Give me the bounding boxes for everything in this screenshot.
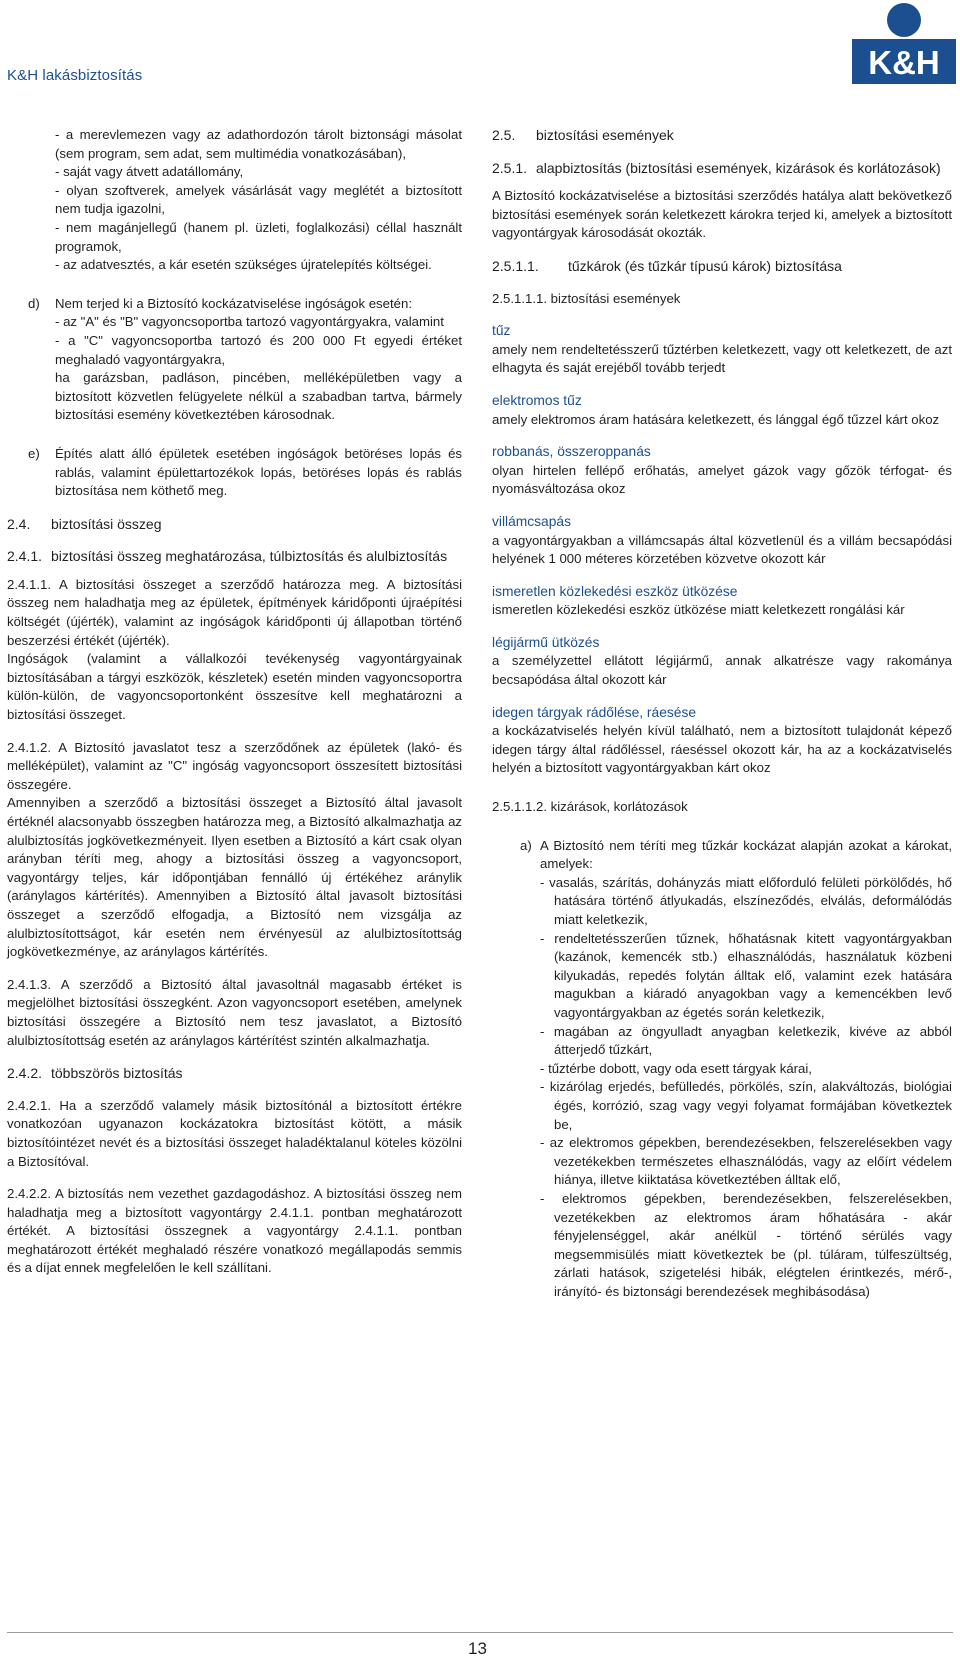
list-item: - saját vagy átvett adatállomány, — [55, 163, 462, 182]
term-title: elektromos tűz — [492, 392, 582, 408]
list-item: - elektromos gépekben, berendezésekben, felszerelésekben, vezetékekben az elektromos áram hőhatására - akár fényjelenséggel, akár anélkül - történő sérülés vagy megsemmisülés miatt következtek be (pl. túláram, túlfeszültség, zárlati hatások, szigetelési hibák, elégtelen érintkezés, mérő-, irányító- és biztonsági berendezések meghibásodása) — [540, 1190, 952, 1302]
term-falling-objects — [492, 704, 952, 778]
term-title: tűz — [492, 323, 511, 339]
exclusion-list-top — [7, 126, 462, 275]
paragraph-2-4-1-2-b: Amennyiben a szerződő a biztosítási összeget a Biztosító által javasolt értéknél alacsonyabb összegben határozza meg, a Biztosító alkalmazhatja az alulbiztosítás jogkövetkezményeit. Ilyen esetben a Biztosító a kárt csak olyan arányban téríti meg, ahogy a biztosítási összeg a vagyoncsoport, vagyontárgy teljes, kár időpontjában fennálló új értékéhez aránylik (aránylagos kártérítés). Amennyiben a Biztosító által javasolt biztosítási összeget a szerződő elfogadja, a Biztosító nem vizsgálja az alulbiztosítottságot, kár esetén nem érvényesül az alulbiztosítottság jogkövetkezménye, az aránylagos kártérítés. — [7, 795, 462, 960]
paragraph-2-4-2-1: 2.4.2.1. Ha a szerződő valamely másik biztosítónál a biztosított értékre vonatkozóan ugyanazon kockázatokra biztosítást kötött, a másik biztosítóintézet nevét és a biztosítási összeget haladéktalanul köteles közölni a Biztosítóval. — [7, 1097, 462, 1169]
page-number: 13 — [468, 1639, 487, 1658]
point-d-intro: Nem terjed ki a Biztosító kockázatviselése ingóságok esetén: — [55, 295, 412, 311]
term-description: ismeretlen közlekedési eszköz ütközése miatt keletkezett rongálási kár — [492, 602, 905, 618]
paragraph-2-4-2-2: 2.4.2.2. A biztosítás nem vezethet gazdagodáshoz. A biztosítási összeg nem haladhatja meg a biztosított vagyontárgy 2.4.1.1. pontban meghatározott értékét. A biztosítási összegnek a vagyontárgy 2.4.1.1. pontban meghatározott értékét meghaladó részére vonatkozó megállapodás semmis és a díjat ennek megfelelően le kell szállítani. — [7, 1186, 462, 1276]
term-description: amely nem rendeltetésszerű tűztérben keletkezett, vagy ott keletkezett, de azt elhagyta és saját erejéből tovább terjedt — [492, 341, 952, 376]
section-heading-2-4: 2.4. biztosítási összeg — [7, 515, 162, 532]
paragraph-2-4-1-1: 2.4.1.1. A biztosítási összeget a szerződő határozza meg. A biztosítási összeg nem haladhatja meg az épületek, építmények káridőponti újraépítési költségét (újérték), valamint az ingóságok káridőponti új állapotban történő beszerzési értékét (újérték). — [7, 576, 462, 648]
point-e — [7, 445, 462, 501]
point-d-label: d) — [28, 295, 40, 311]
footer-divider — [7, 1632, 953, 1633]
logo-text: K&H — [868, 44, 940, 81]
list-item: - tűztérbe dobott, vagy oda esett tárgyak kárai, — [540, 1060, 952, 1079]
right-column — [492, 126, 952, 1301]
list-item: - az adatvesztés, a kár esetén szükséges újratelepítés költségei. — [55, 256, 462, 275]
point-a-list — [540, 874, 952, 1302]
term-electric-fire — [492, 392, 952, 429]
term-vehicle-collision — [492, 583, 952, 620]
paragraph-2-4-1-3: 2.4.1.3. A szerződő a Biztosító által javasoltnál magasabb értéket is megjelölhet biztosítási összegként. Azon vagyoncsoport esetében, amelynek biztosítási összegére a Biztosító nem tesz javaslatot, a Biztosító alulbiztosítottság esetén az aránylagos kártérítést szintén alkalmazhatja. — [7, 976, 462, 1048]
term-description: a kockázatviselés helyén kívül található, nem a biztosított tulajdonát képező idegen tárgy által rádőléssel, ráeséssel okozott kár, ha az a kockázatviselés helyén a biztosított vagyontárgyakban kárt okoz — [492, 723, 952, 776]
point-e-text: Építés alatt álló épületek esetében ingóságok betöréses lopás és rablás, valamint épülettartozékok lopás, betöréses lopás és rablás biztosítása nem köthető meg. — [55, 445, 462, 499]
section-heading-2-5-1-1: 2.5.1.1. tűzkárok (és tűzkár típusú károk) biztosítása — [492, 257, 842, 274]
term-lightning — [492, 513, 952, 569]
point-d — [7, 295, 462, 425]
subheading-2-5-1-1-2: 2.5.1.1.2. kizárások, korlátozások — [492, 799, 688, 815]
term-title: légijármű ütközés — [492, 634, 600, 650]
list-item: - az elektromos gépekben, berendezésekben, felszerelésekben vagy vezetékekben természetes elhasználódás, vagy az előírt védelem hiánya, illetve kiiktatása következtében álltak elő, — [540, 1134, 952, 1190]
term-fire — [492, 322, 952, 378]
point-d-tail: ha garázsban, padláson, pincében, melléképületben vagy a biztosított közvetlen felügyelete nélkül a szabadban tartva, bármely biztosítási esemény következtében károsodnak. — [55, 370, 462, 423]
term-description: a vagyontárgyakban a villámcsapás által közvetlenül és a villám becsapódási helyének 1 000 méteres körzetében közvetve okozott kár — [492, 532, 952, 567]
subheading-2-5-1-1-1: 2.5.1.1.1. biztosítási események — [492, 290, 681, 306]
term-title: villámcsapás — [492, 513, 571, 529]
term-aircraft-collision — [492, 634, 952, 690]
list-item: - magában az öngyulladt anyagban keletkezik, kivéve az abból átterjedő tűzkárt, — [540, 1023, 952, 1060]
term-description: amely elektromos áram hatására keletkezett, és lánggal égő tűzzel kárt okoz — [492, 411, 940, 427]
list-item: - rendeltetésszerűen tűznek, hőhatásnak kitett vagyontárgyakban (kazánok, kemencék stb.) elhasználódás, használatuk közbeni kilyukadás, repedés folytán álltak elő, valamint ezek hatására magukban a kiáradó anyagokban vagy a kemencékben levő vagyontárgyakban az égetés során keletkezik, — [540, 930, 952, 1023]
point-a-intro: A Biztosító nem téríti meg tűzkár kockázat alapján azokat a károkat, amelyek: — [540, 837, 952, 872]
term-description: olyan hirtelen fellépő erőhatás, amelyet gázok vagy gőzök térfogat- és nyomásváltozása okoz — [492, 462, 952, 497]
left-column — [7, 126, 462, 1278]
list-item: - az "A" és "B" vagyoncsoportba tartozó vagyontárgyakra, valamint — [55, 313, 462, 332]
point-d-list — [55, 313, 462, 369]
section-heading-2-4-2: 2.4.2. többszörös biztosítás — [7, 1065, 183, 1082]
list-item: - vasalás, szárítás, dohányzás miatt előforduló felületi pörkölődés, hő hatására történő átlyukadás, elszíneződés, elválás, deformálódás miatt keletkezik, — [540, 874, 952, 930]
term-explosion — [492, 443, 952, 499]
kh-logo — [852, 2, 956, 84]
section-heading-2-5: 2.5. biztosítási események — [492, 127, 674, 143]
document-header-title: K&H lakásbiztosítás — [7, 67, 143, 84]
paragraph-2-5-1: A Biztosító kockázatviselése a biztosítási szerződés hatálya alatt bekövetkező biztosítási események során keletkezett károkra terjed ki, amelyek a biztosított vagyontárgyak károsodását okozták. — [492, 188, 952, 241]
term-title: idegen tárgyak rádőlése, ráesése — [492, 704, 697, 720]
list-item: - olyan szoftverek, amelyek vásárlását vagy meglétét a biztosított nem tudja igazolni, — [55, 182, 462, 219]
point-a-label: a) — [520, 837, 532, 853]
list-item: - a "C" vagyoncsoportba tartozó és 200 000 Ft egyedi értéket meghaladó vagyontárgyakra, — [55, 332, 462, 369]
term-title: robbanás, összeroppanás — [492, 444, 651, 460]
term-description: a személyzettel ellátott légijármű, annak alkatrésze vagy rakománya becsapódása által okozott kár — [492, 653, 952, 688]
term-title: ismeretlen közlekedési eszköz ütközése — [492, 583, 738, 599]
paragraph-2-4-1-1-b: Ingóságok (valamint a vállalkozói tevékenység vagyontárgyainak biztosításában a tárgyi eszközök, készletek) esetén minden vagyoncsoportra külön-külön, de vagyoncsoportonként összesítve kell meghatározni a biztosítási összeget. — [7, 651, 462, 723]
paragraph-2-4-1-2: 2.4.1.2. A Biztosító javaslatot tesz a szerződőnek az épületek (lakó- és melléképület), valamint az "C" ingóság vagyoncsoport összesített biztosítási összegére. — [7, 739, 462, 792]
point-a — [492, 837, 952, 1302]
section-heading-2-4-1: 2.4.1. biztosítási összeg meghatározása, túlbiztosítás és alulbiztosítás — [7, 548, 448, 565]
list-item: - nem magánjellegű (hanem pl. üzleti, foglalkozási) céllal használt programok, — [55, 219, 462, 256]
section-heading-2-5-1: 2.5.1. alapbiztosítás (biztosítási események, kizárások és korlátozások) — [492, 159, 941, 176]
list-item: - kizárólag erjedés, befülledés, pörkölés, szín, alakváltozás, biológiai égés, korrózió, szag vagy vegyi folyamat formájában következtek be, — [540, 1078, 952, 1134]
list-item: - a merevlemezen vagy az adathordozón tárolt biztonsági másolat (sem program, sem adat, sem multimédia vonatkozásában), — [55, 126, 462, 163]
point-e-label: e) — [28, 445, 40, 461]
